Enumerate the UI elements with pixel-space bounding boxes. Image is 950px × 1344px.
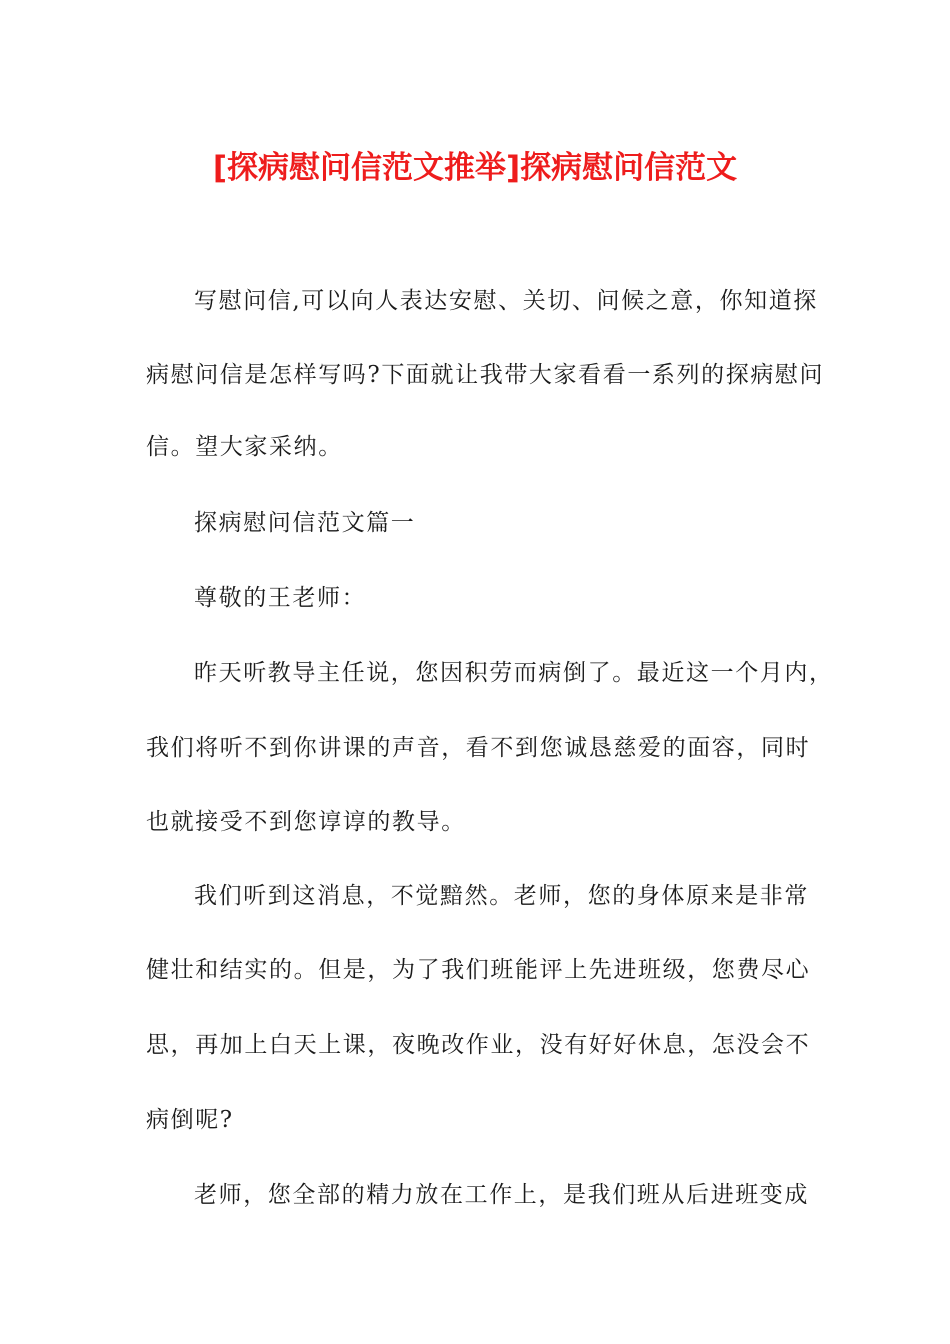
- section-heading: 探病慰问信范文篇一: [194, 510, 416, 536]
- paragraph-3-line-1: 老师，您全部的精力放在工作上，是我们班从后进班变成: [194, 1182, 809, 1208]
- paragraph-2-line-3: 思，再加上白天上课，夜晚改作业，没有好好休息，怎没会不: [146, 1032, 811, 1058]
- salutation: 尊敬的王老师：: [194, 585, 367, 611]
- intro-line-3: 信。望大家采纳。: [146, 434, 343, 460]
- intro-line-2: 病慰问信是怎样写吗?下面就让我带大家看看一系列的探病慰问: [146, 362, 825, 388]
- paragraph-1-line-2: 我们将听不到你讲课的声音，看不到您诚恳慈爱的面容，同时: [146, 735, 811, 761]
- paragraph-1-line-1: 昨天听教导主任说，您因积劳而病倒了。最近这一个月内，: [194, 660, 834, 686]
- paragraph-2-line-1: 我们听到这消息，不觉黯然。老师，您的身体原来是非常: [194, 883, 809, 909]
- paragraph-2-line-2: 健壮和结实的。但是，为了我们班能评上先进班级，您费尽心: [146, 957, 811, 983]
- intro-line-1: 写慰问信,可以向人表达安慰、关切、问候之意，你知道探: [194, 288, 818, 314]
- document-title: [探病慰问信范文推举]探病慰问信范文: [212, 150, 738, 186]
- paragraph-2-line-4: 病倒呢?: [146, 1107, 234, 1133]
- paragraph-1-line-3: 也就接受不到您谆谆的教导。: [146, 809, 466, 835]
